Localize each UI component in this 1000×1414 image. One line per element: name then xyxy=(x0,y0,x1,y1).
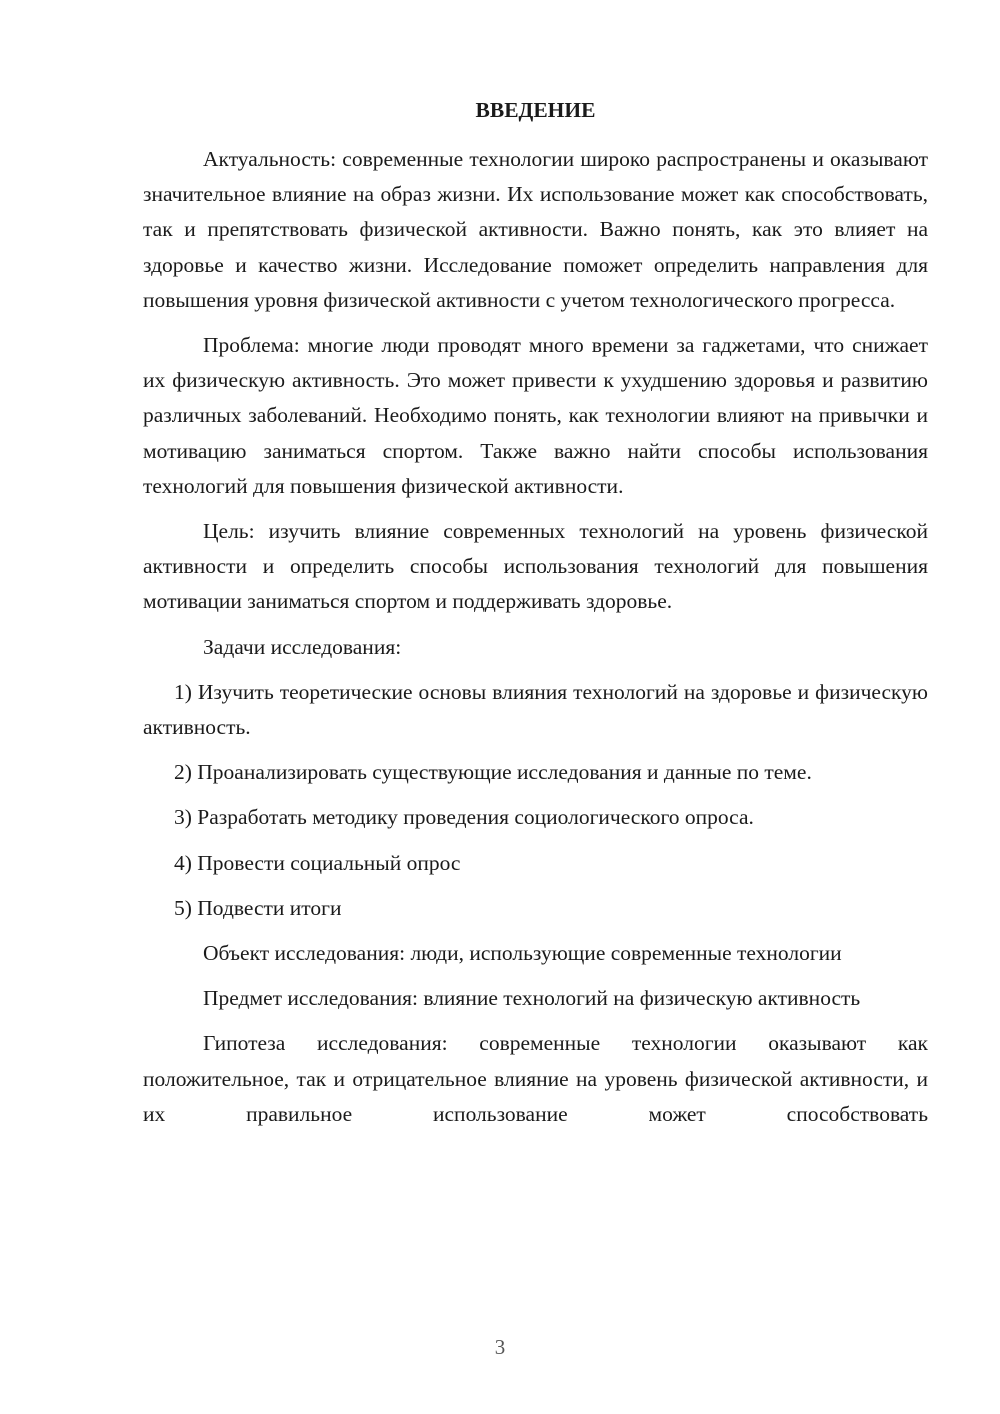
page-number: 3 xyxy=(494,1335,506,1359)
paragraph-object: Объект исследования: люди, использующие современные технологии xyxy=(203,941,842,966)
task-item-2: 2) Проанализировать существующие исследования и данные по теме. xyxy=(174,760,812,785)
paragraph-hypothesis: Гипотеза исследования: современные технологии оказывают как положительное, так и отрицательное влияние на уровень физической активности, и их правильное использование может способствовать xyxy=(143,1031,928,1126)
paragraph-problem: Проблема: многие люди проводят много времени за гаджетами, что снижает их физическую активность. Это может привести к ухудшению здоровья и развитию различных заболеваний. Необходимо понять, как технологии влияют на привычки и мотивацию заниматься спортом. Также важно найти способы использования технологий для повышения физической активности. xyxy=(143,333,928,498)
section-title: ВВЕДЕНИЕ xyxy=(475,98,596,122)
paragraph-goal: Цель: изучить влияние современных технологий на уровень физической активности и определить способы использования технологий для повышения мотивации заниматься спортом и поддерживать здоровье. xyxy=(143,519,928,614)
document-body xyxy=(143,142,928,1142)
task-item-5: 5) Подвести итоги xyxy=(174,895,342,920)
task-item-1: 1) Изучить теоретические основы влияния технологий на здоровье и физическую активность. xyxy=(143,679,928,740)
paragraph-relevance: Актуальность: современные технологии широко распространены и оказывают значительное влияние на образ жизни. Их использование может как способствовать, так и препятствовать физической активности. Важно понять, как это влияет на здоровье и качество жизни. Исследование поможет определить направления для повышения уровня физической активности с учетом технологического прогресса. xyxy=(143,147,928,312)
tasks-heading: Задачи исследования: xyxy=(203,634,402,659)
task-item-4: 4) Провести социальный опрос xyxy=(174,850,461,875)
paragraph-subject: Предмет исследования: влияние технологий на физическую активность xyxy=(203,986,861,1011)
task-item-3: 3) Разработать методику проведения социологического опроса. xyxy=(174,805,754,830)
